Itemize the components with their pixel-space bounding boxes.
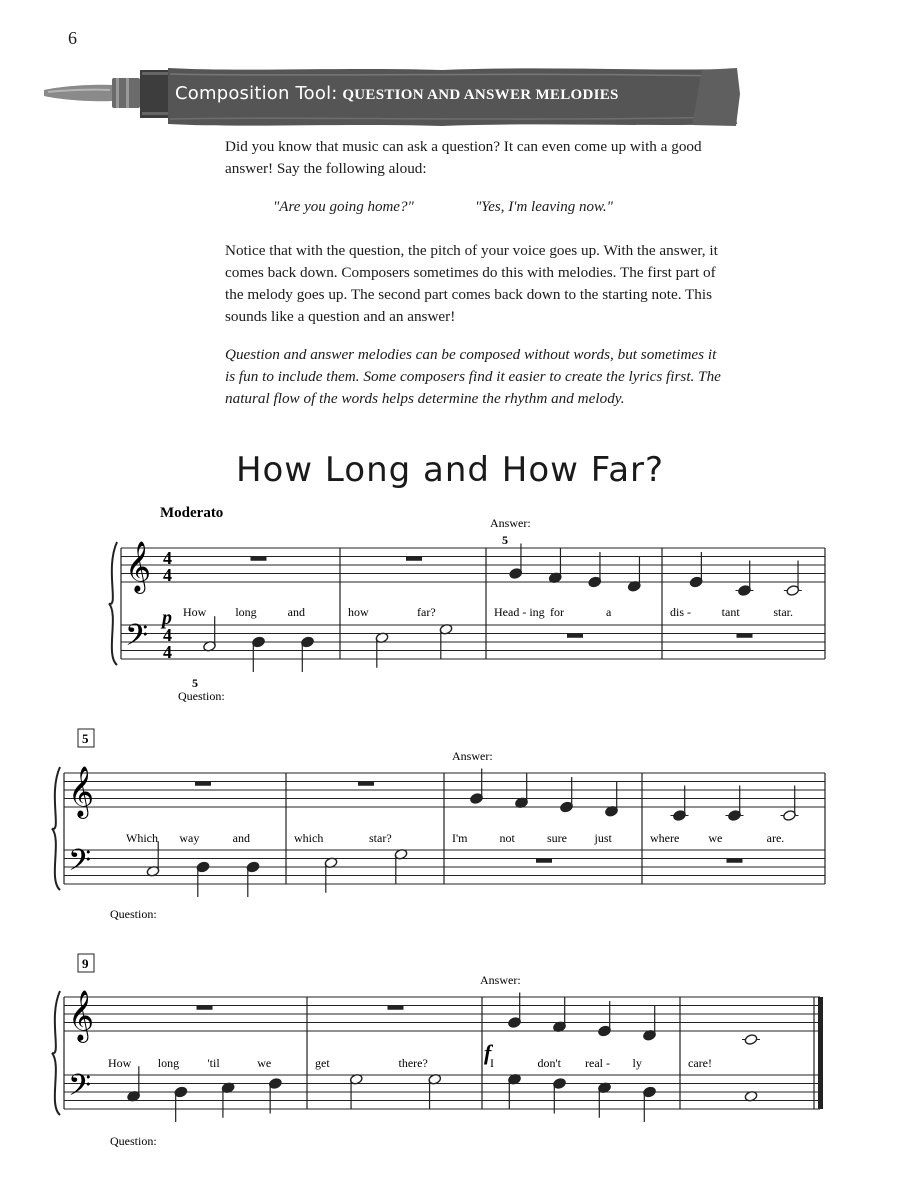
treble-clef-icon: 𝄞 bbox=[68, 767, 95, 816]
lyric-syllable: Which bbox=[126, 831, 158, 845]
answer-label: Answer: bbox=[480, 973, 521, 987]
whole-rest bbox=[737, 634, 753, 638]
tempo-marking: Moderato bbox=[160, 505, 224, 521]
page-number: 6 bbox=[68, 28, 77, 48]
lyric-syllable: How bbox=[108, 1056, 132, 1070]
answer-label: Answer: bbox=[452, 749, 493, 763]
lyric-syllable: just bbox=[594, 831, 612, 845]
lyric-syllable: How bbox=[183, 605, 207, 619]
lyric-syllable: 'til bbox=[207, 1056, 220, 1070]
lyric-syllable: tant bbox=[721, 605, 740, 619]
whole-rest bbox=[567, 634, 583, 638]
lyric-syllable: Head - ing bbox=[494, 605, 545, 619]
paragraph-line: Did you know that music can ask a question? It can even come up with a good bbox=[225, 138, 702, 155]
lyric-syllable: I'm bbox=[452, 831, 468, 845]
paragraph-line: sounds like a question and an answer! bbox=[225, 308, 456, 325]
lyric-syllable: ly bbox=[632, 1056, 642, 1070]
time-signature-top: 4 bbox=[163, 625, 172, 645]
whole-rest bbox=[388, 1006, 404, 1010]
bass-clef-icon: 𝄢 bbox=[125, 619, 149, 659]
dynamic-piano: p bbox=[162, 607, 172, 629]
lyric-syllable: long bbox=[235, 605, 257, 619]
lyric-syllable: not bbox=[499, 831, 515, 845]
treble-clef-icon: 𝄞 bbox=[125, 542, 152, 591]
answer-label: Answer: bbox=[490, 516, 531, 530]
lyric-syllable: sure bbox=[547, 831, 567, 845]
lyric-syllable: star? bbox=[369, 831, 392, 845]
brace bbox=[52, 767, 60, 890]
lyric-syllable: we bbox=[708, 831, 723, 845]
lyric-syllable: how bbox=[348, 605, 369, 619]
dynamic-forte: f bbox=[484, 1040, 492, 1065]
brace bbox=[52, 991, 60, 1115]
lyric-syllable: where bbox=[650, 831, 680, 845]
lyric-syllable: star. bbox=[773, 605, 794, 619]
lyric-syllable: far? bbox=[417, 605, 436, 619]
lyric-syllable: there? bbox=[398, 1056, 428, 1070]
lyric-syllable: dis - bbox=[670, 605, 691, 619]
paragraph-line: the melody goes up. The second part comes back down to the starting note. This bbox=[225, 286, 713, 303]
lyric-syllable: long bbox=[157, 1056, 180, 1070]
whole-rest bbox=[195, 782, 211, 786]
banner-title-text: QUESTION AND ANSWER MELODIES bbox=[342, 87, 619, 103]
time-signature-top: 4 bbox=[163, 548, 172, 568]
quote-question: "Are you going home?" bbox=[273, 199, 414, 215]
whole-rest bbox=[358, 782, 374, 786]
paragraph-line: Notice that with the question, the pitch of your voice goes up. With the answer, it bbox=[225, 242, 718, 259]
measure-number: 5 bbox=[82, 731, 89, 746]
song-title: How Long and How Far? bbox=[235, 450, 665, 490]
quote-answer: "Yes, I'm leaving now." bbox=[475, 199, 613, 215]
final-barline-thick bbox=[818, 997, 823, 1109]
lyric-syllable: way bbox=[179, 831, 200, 845]
whole-rest bbox=[406, 557, 422, 561]
lyric-syllable: for bbox=[550, 605, 564, 619]
lyric-syllable: we bbox=[257, 1056, 272, 1070]
whole-rest bbox=[197, 1006, 213, 1010]
hollow-notehead bbox=[744, 1034, 758, 1046]
lyric-syllable: are. bbox=[766, 831, 785, 845]
brace bbox=[109, 542, 117, 665]
paragraph-line: is fun to include them. Some composers find it easier to create the lyrics first. The bbox=[225, 368, 721, 385]
lyric-syllable: and bbox=[287, 605, 305, 619]
lyric-syllable: and bbox=[232, 831, 250, 845]
paragraph-line: comes back down. Composers sometimes do this with melodies. The first part of bbox=[225, 264, 716, 281]
lyric-syllable: care! bbox=[688, 1056, 712, 1070]
whole-rest bbox=[536, 859, 552, 863]
fingering-number: 5 bbox=[502, 533, 508, 547]
lyric-syllable: a bbox=[606, 605, 612, 619]
lyric-syllable: which bbox=[294, 831, 324, 845]
paragraph-line: natural flow of the words helps determine the rhythm and melody. bbox=[225, 390, 625, 407]
lyric-syllable: don't bbox=[537, 1056, 561, 1070]
lyric-syllable: I bbox=[490, 1056, 494, 1070]
lyric-syllable: real - bbox=[585, 1056, 610, 1070]
paragraph-line: answer! Say the following aloud: bbox=[225, 160, 427, 177]
fingering-number: 5 bbox=[192, 676, 198, 690]
whole-rest bbox=[251, 557, 267, 561]
time-signature-bottom: 4 bbox=[163, 642, 172, 662]
treble-clef-icon: 𝄞 bbox=[68, 991, 95, 1040]
question-label: Question: bbox=[178, 689, 225, 703]
measure-number: 9 bbox=[82, 956, 89, 971]
time-signature-bottom: 4 bbox=[163, 565, 172, 585]
banner-lead-text: Composition Tool: bbox=[175, 83, 338, 104]
whole-rest bbox=[727, 859, 743, 863]
paragraph-line: Question and answer melodies can be composed without words, but sometimes it bbox=[225, 346, 717, 363]
bass-clef-icon: 𝄢 bbox=[68, 1069, 92, 1109]
bass-clef-icon: 𝄢 bbox=[68, 844, 92, 884]
question-label: Question: bbox=[110, 1134, 157, 1148]
question-label: Question: bbox=[110, 907, 157, 921]
lyric-syllable: get bbox=[315, 1056, 330, 1070]
